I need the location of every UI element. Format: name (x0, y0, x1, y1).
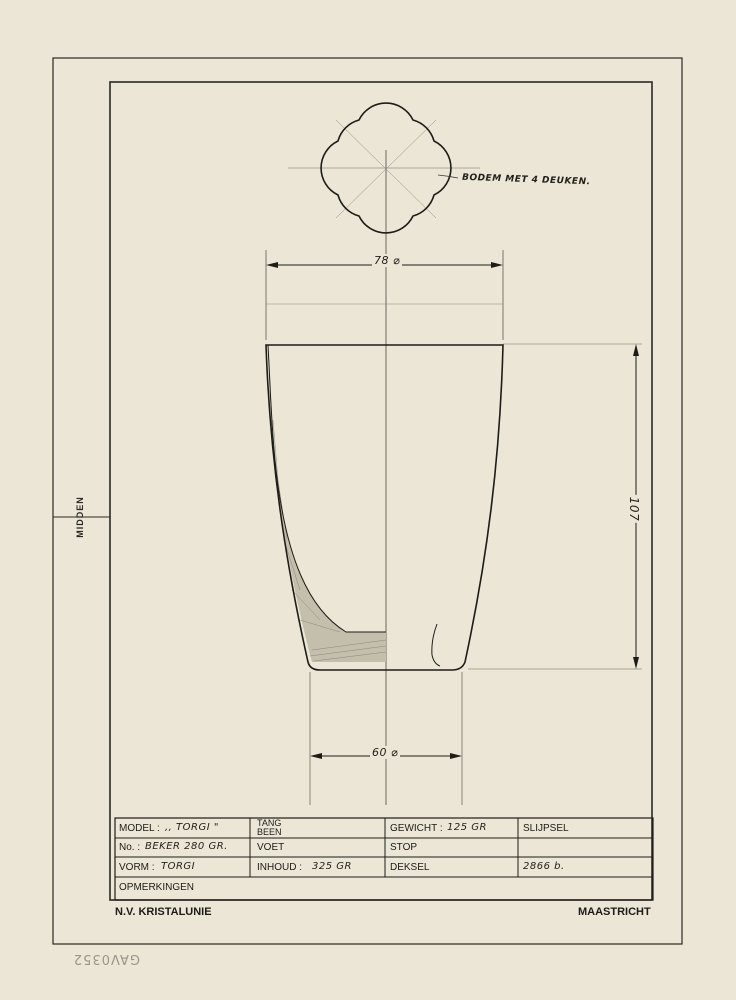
outer-frame (53, 58, 682, 944)
been-label: BEEN (257, 827, 282, 837)
cup-wall-section (268, 345, 386, 662)
vorm-label: VORM : (119, 862, 155, 873)
no-value: BEKER 280 GR. (145, 841, 228, 852)
deksel-label: DEKSEL (390, 862, 430, 873)
city-name: MAASTRICHT (578, 906, 651, 918)
dim-bottom-label: 60 ⌀ (372, 746, 399, 759)
stop-label: STOP (390, 842, 418, 853)
cup-outline (266, 345, 503, 670)
dim-top-arrow-right (491, 262, 503, 268)
inhoud-label: INHOUD : (257, 862, 302, 873)
note-leader (438, 175, 458, 178)
gewicht-value: 125 GR (447, 822, 487, 833)
code-value: 2866 b. (523, 861, 565, 872)
vorm-value: TORGI (161, 861, 196, 872)
inhoud-value: 325 GR (312, 861, 352, 872)
model-value: ,, TORGI " (165, 822, 219, 833)
tang-label: TANG (257, 818, 282, 828)
company-name: N.V. KRISTALUNIE (115, 906, 212, 918)
cup-inner-profile (268, 345, 386, 632)
dim-bottom-arrow-right (450, 753, 462, 759)
opmerkingen-label: OPMERKINGEN (119, 882, 195, 893)
dim-bottom-arrow-left (310, 753, 322, 759)
voet-label: VOET (257, 842, 285, 853)
slijpsel-label: SLIJPSEL (523, 823, 569, 834)
dent-profile (432, 624, 440, 666)
archive-stamp: GAV0352 (72, 951, 140, 966)
midden-label: MIDDEN (75, 496, 85, 538)
dim-top-arrow-left (266, 262, 278, 268)
gewicht-label: GEWICHT : (390, 823, 443, 834)
bottom-note: BODEM MET 4 DEUKEN. (461, 172, 591, 188)
no-label: No. : (119, 842, 141, 853)
dim-height-label: 107 (627, 496, 642, 522)
inner-frame (110, 82, 652, 900)
dim-height-arrow-bottom (633, 657, 639, 669)
dim-top-label: 78 ⌀ (374, 254, 401, 267)
dim-height-arrow-top (633, 344, 639, 356)
model-label: MODEL : (119, 823, 160, 834)
